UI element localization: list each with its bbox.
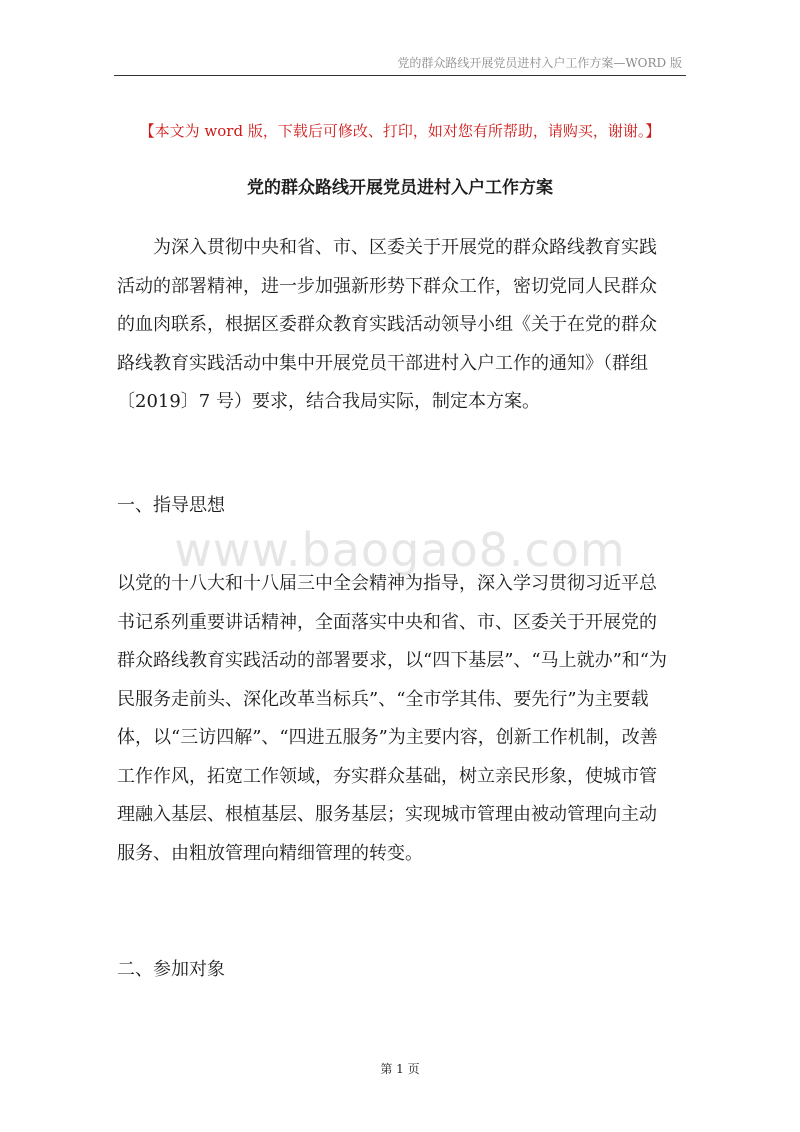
page-number: 第 1 页 [380, 1062, 420, 1076]
section-heading-participants: 二、参加对象 [117, 959, 225, 980]
section1-line: 群众路线教育实践活动的部署要求，以“四下基层”、“马上就办”和“为 [117, 650, 668, 671]
header-divider [114, 75, 686, 76]
intro-line: 为深入贯彻中央和省、市、区委关于开展党的群众路线教育实践 [153, 237, 657, 258]
section1-line: 民服务走前头、深化改革当标兵”、“全市学其伟、要先行”为主要载 [117, 688, 649, 710]
purchase-notice: 【本文为 word 版，下载后可修改、打印，如对您有所帮助，请购买，谢谢。】 [139, 122, 661, 140]
section1-line: 服务、由粗放管理向精细管理的转变。 [117, 842, 423, 864]
header-title: 党的群众路线开展党员进村入户工作方案—WORD 版 [397, 56, 682, 70]
intro-line: 〔2019〕7 号）要求，结合我局实际，制定本方案。 [117, 391, 540, 412]
section1-paragraph [117, 565, 685, 873]
section1-line: 理融入基层、根植基层、服务基层；实现城市管理由被动管理向主动 [117, 804, 657, 825]
watermark-text: www.baogao8.com [174, 523, 626, 577]
intro-line: 活动的部署精神，进一步加强新形势下群众工作，密切党同人民群众 [117, 275, 657, 297]
intro-line: 路线教育实践活动中集中开展党员干部进村入户工作的通知》（群组 [117, 352, 648, 374]
intro-line: 的血肉联系，根据区委群众教育实践活动领导小组《关于在党的群众 [117, 314, 657, 335]
section1-line: 书记系列重要讲话精神，全面落实中央和省、市、区委关于开展党的 [117, 611, 657, 633]
section1-line: 体，以“三访四解”、“四进五服务”为主要内容，创新工作机制，改善 [117, 727, 658, 748]
section1-line: 工作作风，拓宽工作领域，夯实群众基础，树立亲民形象，使城市管 [117, 765, 657, 787]
document-title: 党的群众路线开展党员进村入户工作方案 [247, 178, 553, 198]
section1-line: 以党的十八大和十八届三中全会精神为指导，深入学习贯彻习近平总 [117, 573, 657, 594]
section-heading-guiding-thought: 一、指导思想 [117, 495, 225, 516]
intro-paragraph [117, 229, 685, 422]
